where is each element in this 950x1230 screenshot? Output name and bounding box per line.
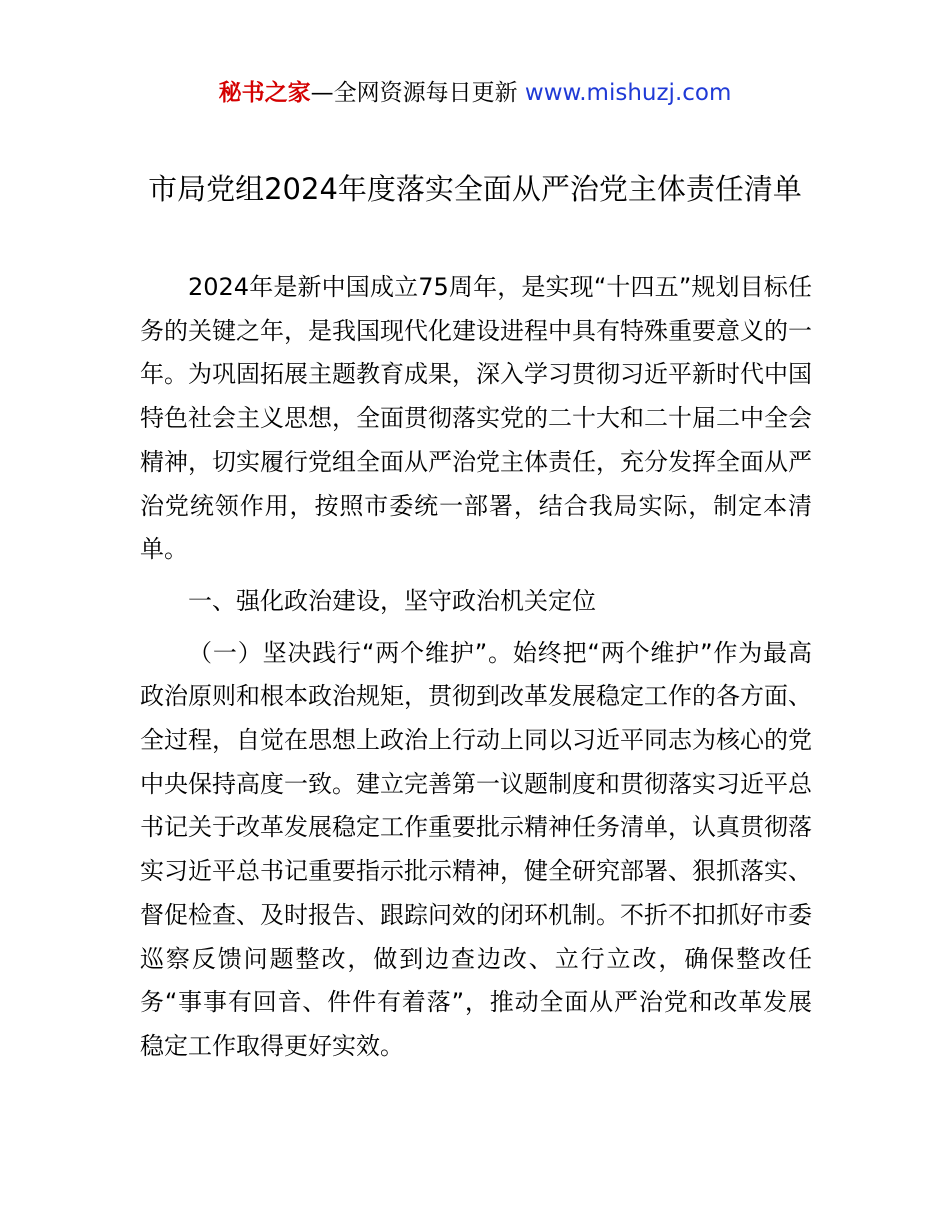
site-header bbox=[0, 76, 950, 110]
intro-paragraph: 2024年是新中国成立75周年，是实现“十四五”规划目标任务的关键之年，是我国现代化建设进程中具有特殊重要意义的一年。为巩固拓展主题教育成果，深入学习贯彻习近平新时代中国特色社会主义思想，全面贯彻落实党的二十大和二十届二中全会精神，切实履行党组全面从严治党主体责任，充分发挥全面从严治党统领作用，按照市委统一部署，结合我局实际，制定本清单。 bbox=[140, 273, 812, 564]
document-body bbox=[140, 266, 812, 1077]
site-tagline: —全网资源每日更新 bbox=[310, 80, 525, 106]
subsection-paragraph-1: （一）坚决践行“两个维护”。始终把“两个维护”作为最高政治原则和根本政治规矩，贯彻到改革发展稳定工作的各方面、全过程，自觉在思想上政治上行动上同以习近平同志为核心的党中央保持高度一致。建立完善第一议题制度和贯彻落实习近平总书记关于改革发展稳定工作重要批示精神任务清单，认真贯彻落实习近平总书记重要指示批示精神，健全研究部署、狠抓落实、督促检查、及时报告、跟踪问效的闭环机制。不折不扣抓好市委巡察反馈问题整改，做到边查边改、立行立改，确保整改任务“事事有回音、件件有着落”，推动全面从严治党和改革发展稳定工作取得更好实效。 bbox=[140, 638, 812, 1060]
section-heading-1: 一、强化政治建设，坚守政治机关定位 bbox=[188, 586, 596, 615]
document-title: 市局党组2024年度落实全面从严治党主体责任清单 bbox=[148, 172, 802, 206]
site-url-link[interactable]: www.mishuzj.com bbox=[524, 80, 732, 106]
site-brand: 秘书之家 bbox=[218, 80, 311, 106]
